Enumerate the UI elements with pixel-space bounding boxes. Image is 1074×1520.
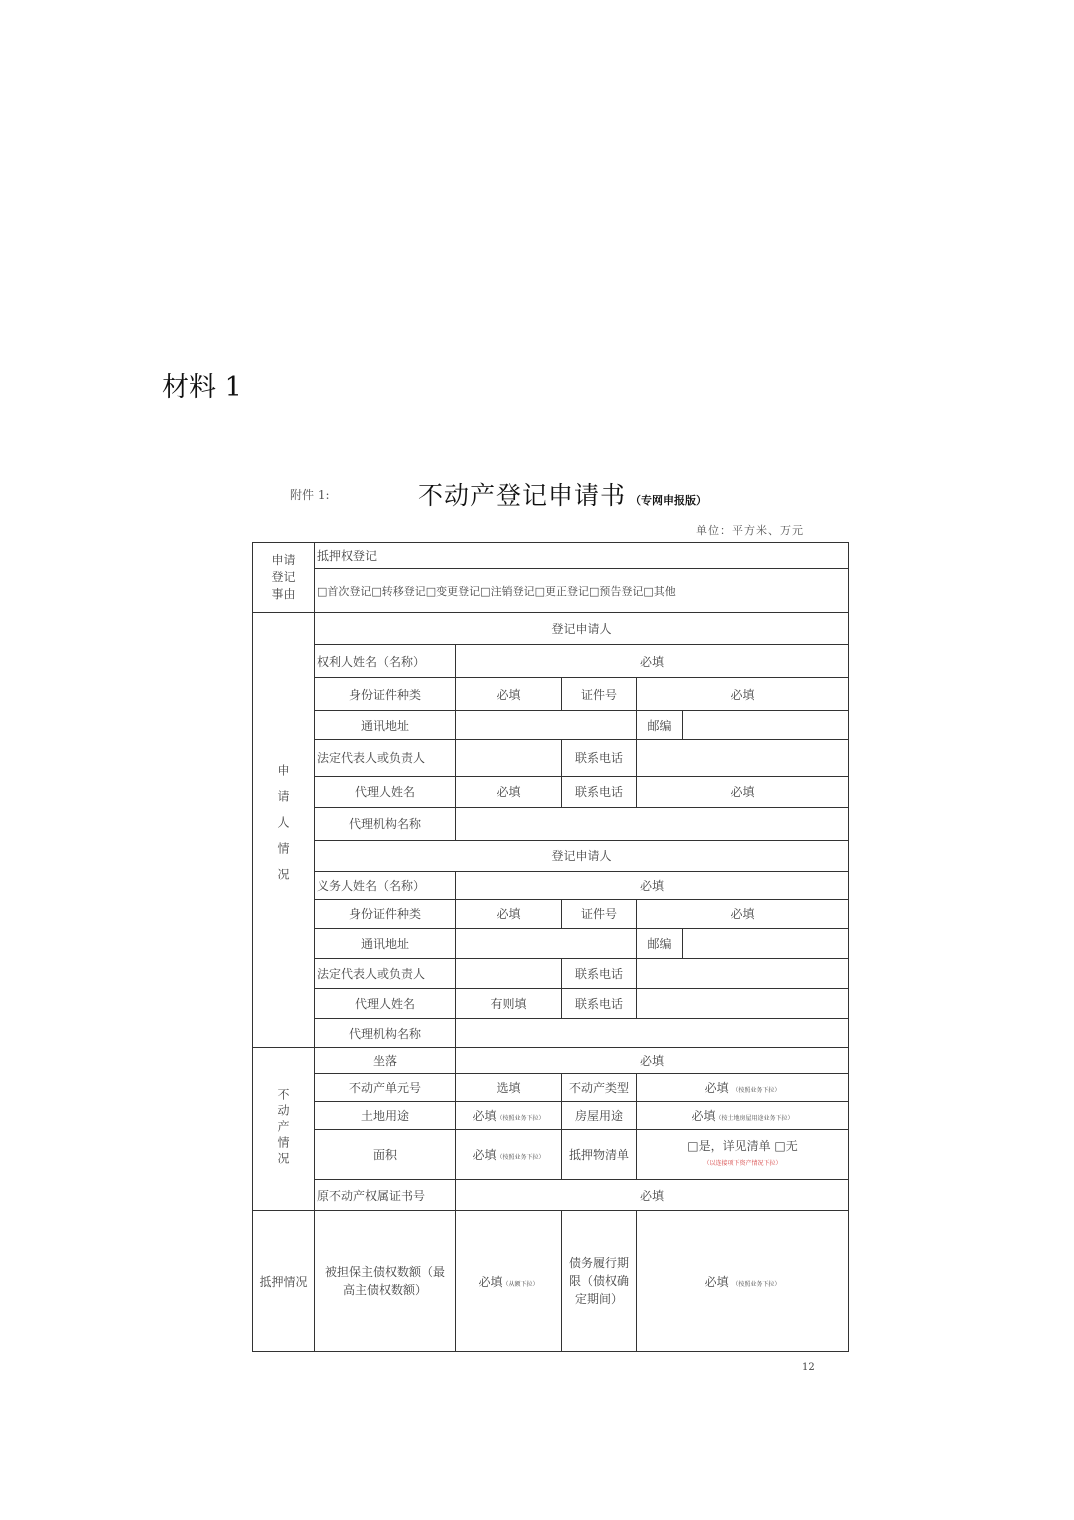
obligor-id-type-label: 身份证件种类 (315, 899, 456, 928)
obligor-name-field[interactable]: 必填 (456, 871, 849, 899)
registration-selected[interactable]: 抵押权登记 (315, 543, 849, 569)
unit-note: 单位：平方米、万元 (696, 524, 804, 537)
property-type-note: （按照业务下拉） (732, 1087, 781, 1095)
property-house-use-value: 必填 (691, 1109, 716, 1124)
mortgage-term-value: 必填 (704, 1274, 729, 1289)
obligor-agent-phone-label: 联系电话 (562, 988, 637, 1018)
mortgage-term-note: （按照业务下拉） (732, 1280, 781, 1288)
right-holder-legal-rep-field[interactable] (456, 740, 562, 776)
property-unit-no-label: 不动产单元号 (315, 1074, 456, 1102)
right-holder-name-label: 权利人姓名（名称） (315, 645, 456, 678)
obligor-phone-field[interactable] (637, 958, 849, 988)
right-holder-agent-phone-label: 联系电话 (562, 776, 637, 807)
form-title (418, 476, 707, 512)
mortgage-amount-field[interactable] (456, 1211, 562, 1352)
property-area-value: 必填 (472, 1148, 497, 1163)
registration-options[interactable]: □首次登记□转移登记□变更登记□注销登记□更正登记□预告登记□其他 (315, 569, 849, 613)
property-land-use-label: 土地用途 (315, 1102, 456, 1130)
obligor-header: 登记申请人 (315, 840, 849, 871)
property-land-use-field[interactable] (456, 1102, 562, 1130)
property-house-use-field[interactable] (637, 1102, 849, 1130)
right-holder-postcode-label: 邮编 (637, 711, 683, 740)
right-holder-postcode-field[interactable] (683, 711, 849, 740)
right-holder-phone-field[interactable] (637, 740, 849, 776)
form-title-suffix: （专网申报版） (630, 494, 708, 507)
right-holder-header: 登记申请人 (315, 613, 849, 645)
property-location-label: 坐落 (315, 1048, 456, 1074)
mortgage-amount-note: （从额下拉） (502, 1280, 539, 1288)
right-holder-agent-name-label: 代理人姓名 (315, 776, 456, 807)
mortgage-term-field[interactable] (637, 1211, 849, 1352)
property-original-cert-field[interactable]: 必填 (456, 1180, 849, 1211)
property-collateral-list-options[interactable]: □是，详见清单 □无 (687, 1138, 798, 1153)
obligor-agent-name-label: 代理人姓名 (315, 988, 456, 1018)
right-holder-name-field[interactable]: 必填 (456, 645, 849, 678)
property-type-label: 不动产类型 (562, 1074, 637, 1102)
right-holder-id-type-label: 身份证件种类 (315, 678, 456, 711)
property-location-field[interactable]: 必填 (456, 1048, 849, 1074)
property-land-use-note: （按照业务下拉） (496, 1115, 545, 1123)
property-section-label-text: 不动产情况 (276, 1087, 290, 1168)
property-section-label (253, 1048, 315, 1211)
property-type-field[interactable] (637, 1074, 849, 1102)
registration-section-label: 申请登记事由 (253, 543, 315, 613)
right-holder-agent-name-field[interactable]: 必填 (456, 776, 562, 807)
property-area-field[interactable] (456, 1130, 562, 1180)
property-original-cert-label: 原不动产权属证书号 (315, 1180, 456, 1211)
property-house-use-label: 房屋用途 (562, 1102, 637, 1130)
property-area-label: 面积 (315, 1130, 456, 1180)
right-holder-agent-phone-field[interactable]: 必填 (637, 776, 849, 807)
property-collateral-list-field[interactable] (637, 1130, 849, 1180)
obligor-postcode-label: 邮编 (637, 928, 683, 958)
right-holder-id-no-field[interactable]: 必填 (637, 678, 849, 711)
property-collateral-list-label: 抵押物清单 (562, 1130, 637, 1180)
obligor-agency-field[interactable] (456, 1019, 849, 1048)
obligor-name-label: 义务人姓名（名称） (315, 871, 456, 899)
right-holder-agency-field[interactable] (456, 807, 849, 840)
right-holder-legal-rep-label: 法定代表人或负责人 (315, 740, 456, 776)
attachment-label: 附件 1: (290, 488, 330, 502)
right-holder-id-no-label: 证件号 (562, 678, 637, 711)
property-area-note: （按照业务下拉） (496, 1154, 545, 1162)
property-unit-no-field[interactable]: 选填 (456, 1074, 562, 1102)
property-land-use-value: 必填 (472, 1109, 497, 1124)
right-holder-id-type-field[interactable]: 必填 (456, 678, 562, 711)
mortgage-amount-value: 必填 (478, 1274, 503, 1289)
obligor-legal-rep-field[interactable] (456, 958, 562, 988)
mortgage-term-label: 债务履行期限（债权确定期间） (562, 1211, 637, 1352)
applicant-section-label-text: 申请人情况 (276, 763, 290, 894)
form-title-text: 不动产登记申请书 (418, 481, 627, 510)
obligor-agent-name-field[interactable]: 有则填 (456, 988, 562, 1018)
material-label: 材料 1 (162, 372, 242, 403)
obligor-agent-phone-field[interactable] (637, 988, 849, 1018)
obligor-phone-label: 联系电话 (562, 958, 637, 988)
right-holder-address-field[interactable] (456, 711, 637, 740)
obligor-postcode-field[interactable] (683, 928, 849, 958)
application-form-table (252, 542, 849, 1352)
right-holder-agency-label: 代理机构名称 (315, 807, 456, 840)
mortgage-amount-label: 被担保主债权数额（最高主债权数额） (315, 1211, 456, 1352)
property-type-value: 必填 (704, 1081, 729, 1096)
property-collateral-list-note: （以连接项下资产情况下拉） (703, 1159, 782, 1167)
mortgage-section-label: 抵押情况 (253, 1211, 315, 1352)
obligor-id-no-label: 证件号 (562, 899, 637, 928)
right-holder-address-label: 通讯地址 (315, 711, 456, 740)
obligor-agency-label: 代理机构名称 (315, 1019, 456, 1048)
applicant-section-label (253, 613, 315, 1048)
obligor-legal-rep-label: 法定代表人或负责人 (315, 958, 456, 988)
obligor-id-no-field[interactable]: 必填 (637, 899, 849, 928)
obligor-id-type-field[interactable]: 必填 (456, 899, 562, 928)
right-holder-phone-label: 联系电话 (562, 740, 637, 776)
obligor-address-field[interactable] (456, 928, 637, 958)
property-house-use-note: （按土地房屋用途业务下拉） (715, 1115, 794, 1123)
page-number: 12 (802, 1362, 815, 1373)
obligor-address-label: 通讯地址 (315, 928, 456, 958)
